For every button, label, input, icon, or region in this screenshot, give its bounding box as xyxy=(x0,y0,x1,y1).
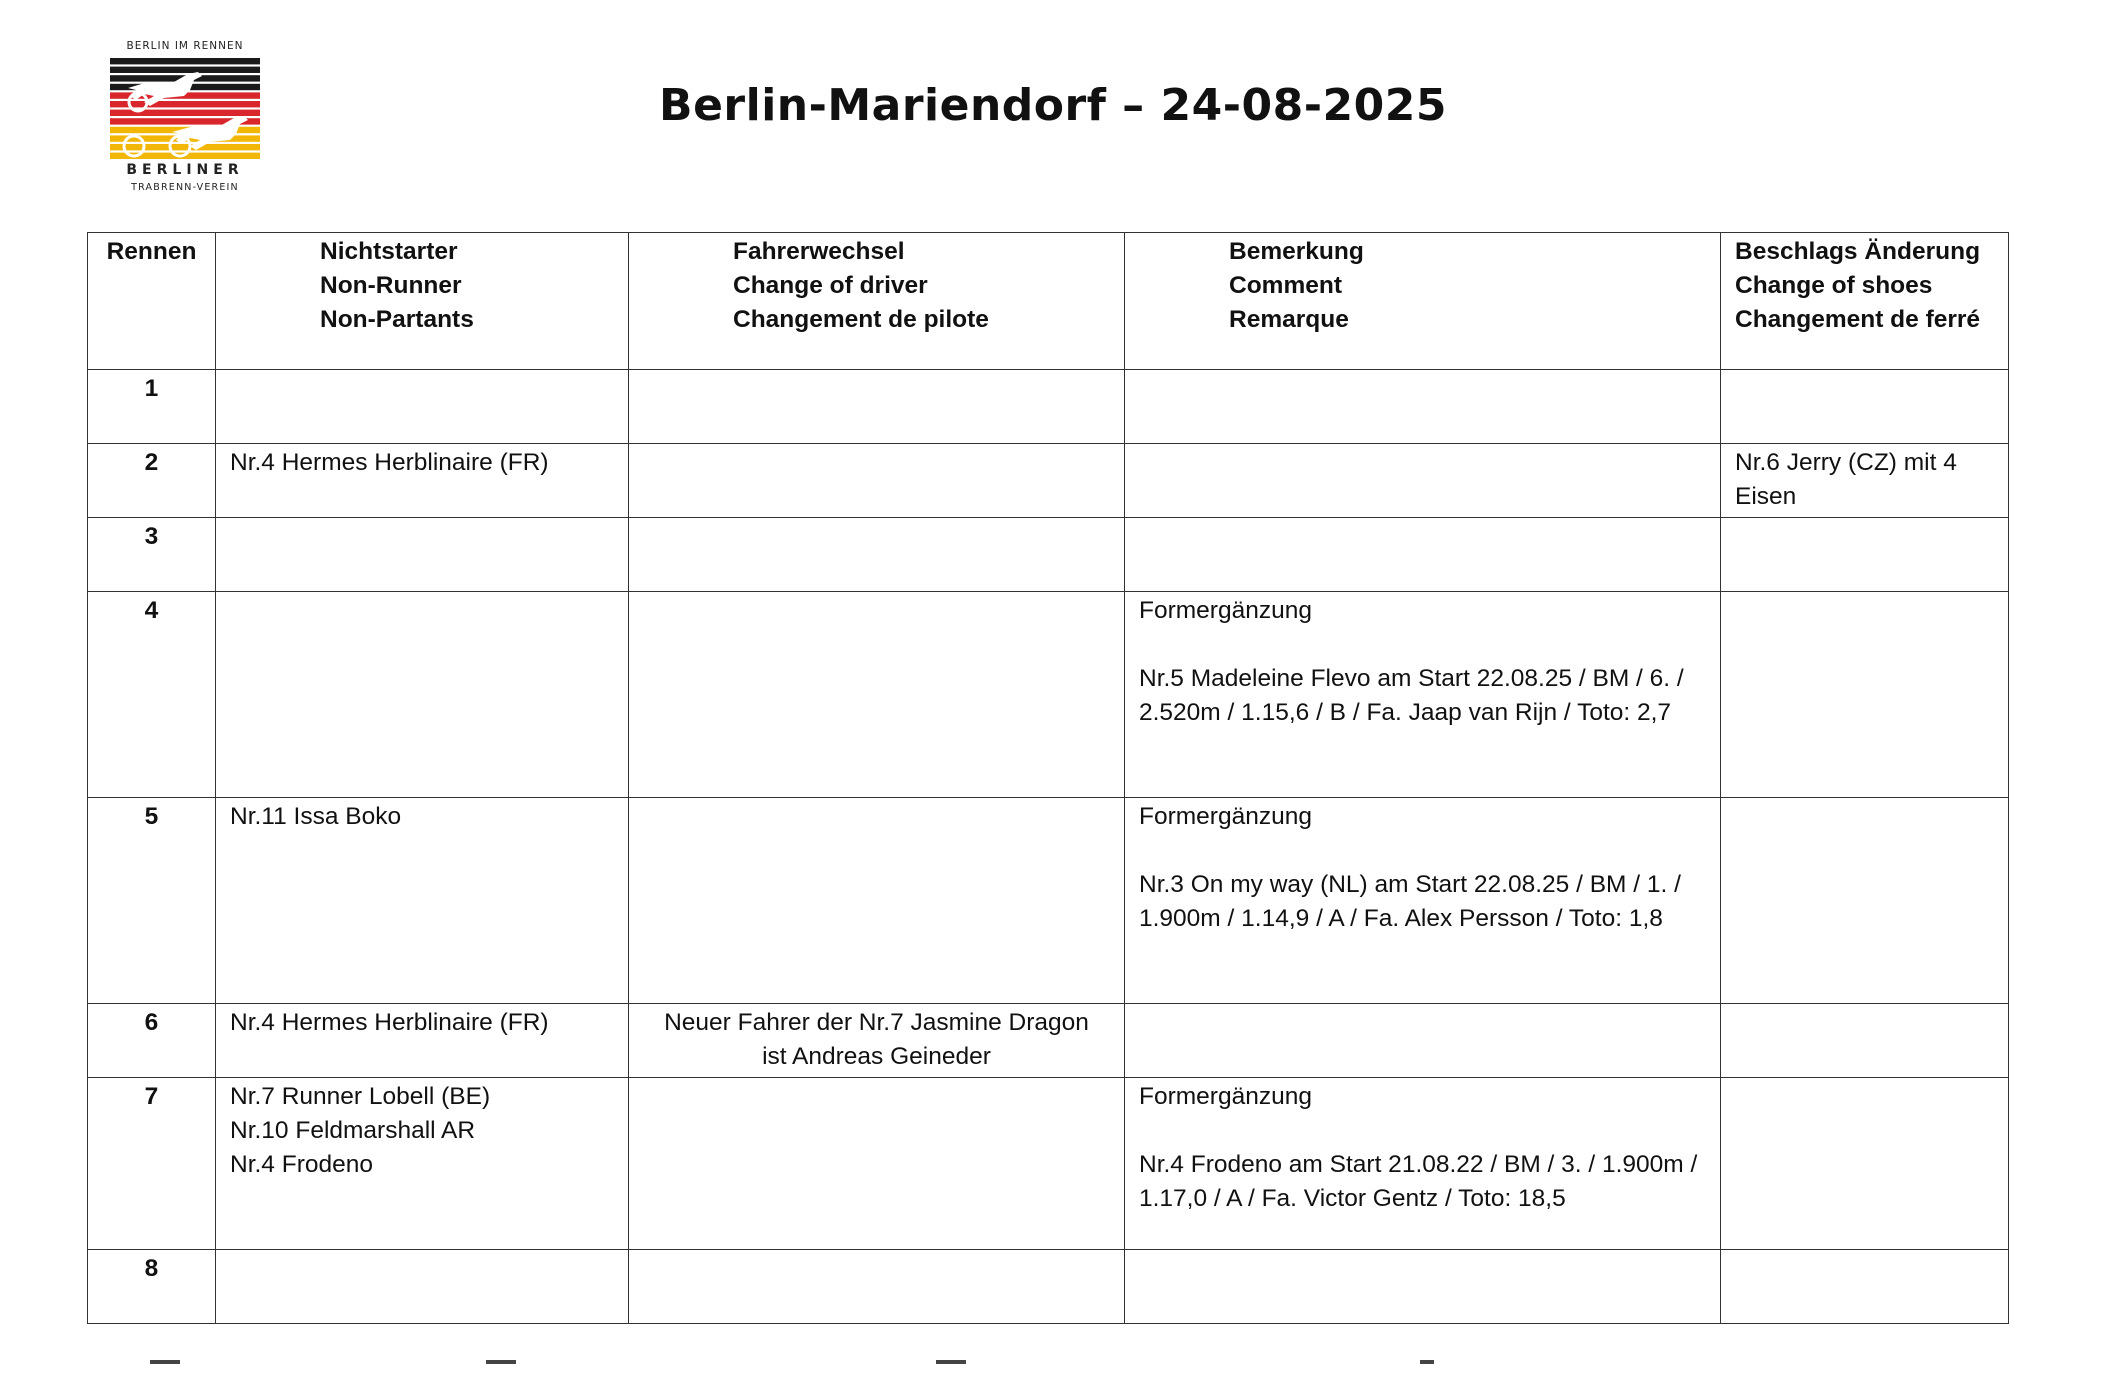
comment-text: Nr.5 Madeleine Flevo am Start 22.08.25 / BM / 6. / 2.520m / 1.15,6 / B / Fa. Jaap van Rijn / Toto: 2,7 xyxy=(1139,665,1684,726)
race-number: 8 xyxy=(88,1250,216,1324)
non-runner-cell xyxy=(216,798,629,1004)
logo-stripe xyxy=(110,144,260,150)
table-row xyxy=(88,370,2009,444)
comment-cell xyxy=(1125,518,1721,592)
next-page-cut-text xyxy=(0,1360,2106,1376)
header-line: Fahrerwechsel xyxy=(733,238,905,265)
comment-cell xyxy=(1125,444,1721,518)
driver-change-cell xyxy=(629,518,1125,592)
header-line: Remarque xyxy=(1229,306,1349,333)
comment-cell xyxy=(1125,1004,1721,1078)
non-runner-cell xyxy=(216,1078,629,1250)
race-changes-table xyxy=(87,232,2009,1324)
header-shoes xyxy=(1721,233,2009,370)
non-runner-entry: Nr.11 Issa Boko xyxy=(230,803,402,830)
shoes-cell xyxy=(1721,370,2009,444)
comment-text: Nr.4 Frodeno am Start 21.08.22 / BM / 3. / 1.900m / 1.17,0 / A / Fa. Victor Gentz / Toto: 18,5 xyxy=(1139,1151,1698,1212)
header-line: Beschlags Änderung xyxy=(1735,238,1981,265)
shoes-cell xyxy=(1721,518,2009,592)
logo-sub-text: TRABRENN-VEREIN xyxy=(131,182,239,193)
comment-cell xyxy=(1125,370,1721,444)
header-line: Nichtstarter xyxy=(320,238,458,265)
header-non-runner xyxy=(216,233,629,370)
non-runner-cell xyxy=(216,592,629,798)
table-row xyxy=(88,444,2009,518)
shoes-cell xyxy=(1721,798,2009,1004)
race-number: 5 xyxy=(88,798,216,1004)
header-line: Non-Partants xyxy=(320,306,474,333)
comment-cell xyxy=(1125,592,1721,798)
non-runner-entry: Nr.4 Hermes Herblinaire (FR) xyxy=(230,1009,549,1036)
header-line: Change of shoes xyxy=(1735,272,1933,299)
race-number: 6 xyxy=(88,1004,216,1078)
table-row xyxy=(88,518,2009,592)
race-number: 1 xyxy=(88,370,216,444)
non-runner-cell xyxy=(216,370,629,444)
table-row xyxy=(88,798,2009,1004)
non-runner-entry: Nr.7 Runner Lobell (BE) xyxy=(230,1083,491,1110)
shoes-cell xyxy=(1721,592,2009,798)
header-rennen-label: Rennen xyxy=(106,238,197,265)
header-line: Change of driver xyxy=(733,272,928,299)
header-line: Changement de pilote xyxy=(733,306,989,333)
logo-top-text: BERLIN IM RENNEN xyxy=(126,40,244,52)
shoes-cell xyxy=(1721,1078,2009,1250)
non-runner-entry: Nr.10 Feldmarshall AR xyxy=(230,1117,476,1144)
driver-change-cell xyxy=(629,592,1125,798)
logo-bottom-text: BERLINER xyxy=(126,162,244,178)
comment-title: Formergänzung xyxy=(1139,597,1312,624)
driver-change-cell xyxy=(629,798,1125,1004)
driver-change-cell xyxy=(629,1004,1125,1078)
race-number: 4 xyxy=(88,592,216,798)
driver-change-cell xyxy=(629,370,1125,444)
header-line: Changement de ferré xyxy=(1735,306,1981,333)
race-number: 3 xyxy=(88,518,216,592)
non-runner-cell xyxy=(216,1004,629,1078)
driver-change-line: Neuer Fahrer der Nr.7 Jasmine Dragon xyxy=(664,1009,1089,1036)
comment-cell xyxy=(1125,1078,1721,1250)
driver-change-cell xyxy=(629,1078,1125,1250)
table-row xyxy=(88,592,2009,798)
race-number: 2 xyxy=(88,444,216,518)
shoes-cell xyxy=(1721,1250,2009,1324)
non-runner-cell xyxy=(216,518,629,592)
non-runner-entry: Nr.4 Hermes Herblinaire (FR) xyxy=(230,449,549,476)
comment-text: Nr.3 On my way (NL) am Start 22.08.25 / BM / 1. / 1.900m / 1.14,9 / A / Fa. Alex Persson / Toto: 1,8 xyxy=(1139,871,1681,932)
page-title: Berlin-Mariendorf – 24-08-2025 xyxy=(659,80,1447,131)
non-runner-cell xyxy=(216,444,629,518)
header-rennen xyxy=(88,233,216,370)
table-row xyxy=(88,1078,2009,1250)
header-line: Non-Runner xyxy=(320,272,462,299)
header-line: Bemerkung xyxy=(1229,238,1364,265)
header-comment xyxy=(1125,233,1721,370)
shoes-cell xyxy=(1721,444,2009,518)
driver-change-cell xyxy=(629,444,1125,518)
driver-change-cell xyxy=(629,1250,1125,1324)
comment-title: Formergänzung xyxy=(1139,803,1312,830)
comment-cell xyxy=(1125,1250,1721,1324)
shoes-cell xyxy=(1721,1004,2009,1078)
header-driver-change xyxy=(629,233,1125,370)
table-header-row xyxy=(88,233,2009,370)
driver-change-line: ist Andreas Geineder xyxy=(762,1043,991,1070)
comment-title: Formergänzung xyxy=(1139,1083,1312,1110)
race-number: 7 xyxy=(88,1078,216,1250)
table-row xyxy=(88,1250,2009,1324)
comment-cell xyxy=(1125,798,1721,1004)
shoes-entry: Nr.6 Jerry (CZ) mit 4 Eisen xyxy=(1735,449,1957,510)
logo-stripe xyxy=(110,67,260,73)
logo-stripe xyxy=(110,58,260,64)
non-runner-cell xyxy=(216,1250,629,1324)
header-line: Comment xyxy=(1229,272,1342,299)
non-runner-entry: Nr.4 Frodeno xyxy=(230,1151,373,1178)
table-row xyxy=(88,1004,2009,1078)
